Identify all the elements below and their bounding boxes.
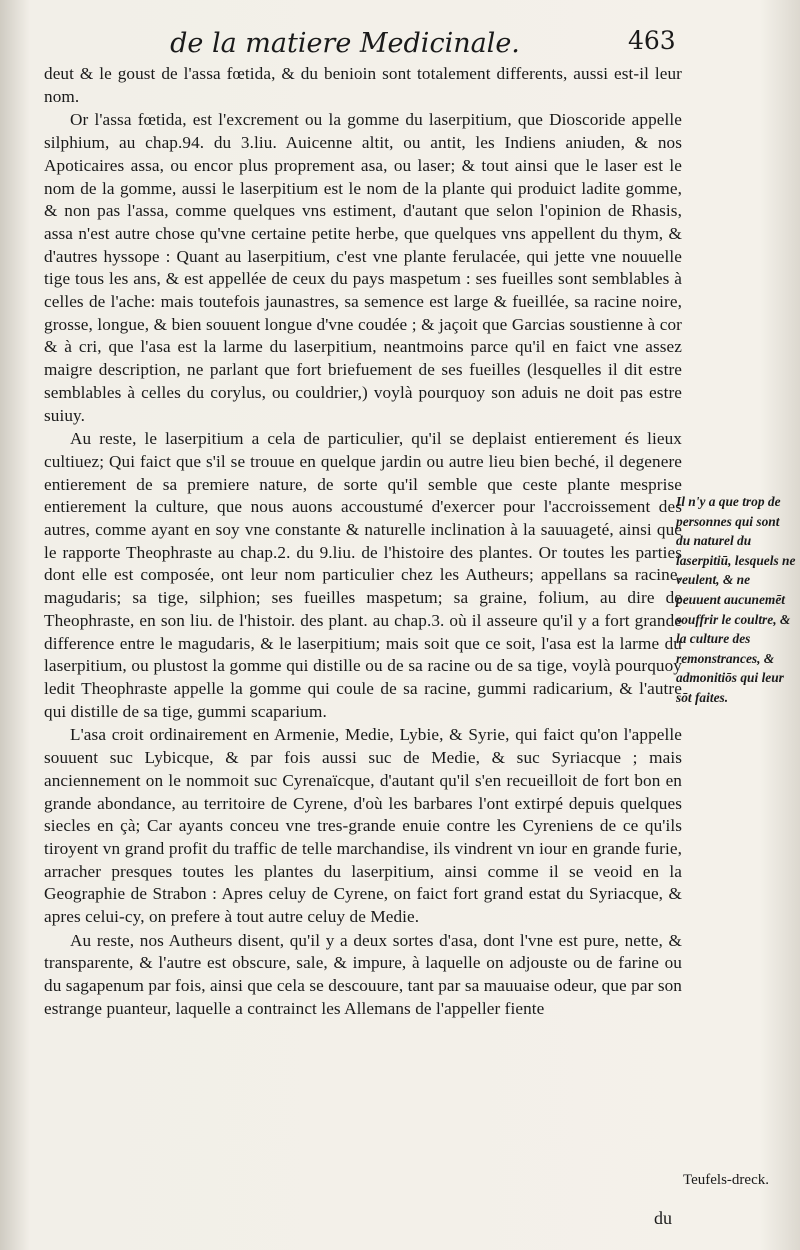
page-number: 463 <box>628 26 676 55</box>
paragraph-2: Or l'assa fœtida, est l'excrement ou la gomme du laserpitium, que Dioscoride appelle silphium, au chap.94. du 3.liu. Auicenne altit, ou antit, les Indiens aniuden, & nos Apoticaires assa, ou encor plus proprement asa, ou laser; & tout ainsi que le laser est le nom de la gomme, aussi le laserpitium est le nom de la plante qui produict ladite gomme, & non pas l'assa, comme quelques vns estiment, d'autant que selon l'opinion de Rhasis, assa n'est autre chose qu'vne certaine petite herbe, que quelques vns appellent du thym, & d'autres hyssope : Quant au laserpitium, c'est vne plante ferulacée, qui jette vne nouuelle tige tous les ans, & est appellée de ceux du pays maspetum : ses fueilles sont semblables à celles de l'ache: mais toutefois jaunastres, sa semence est large & fueillée, sa racine noire, grosse, longue, & bien souuent longue d'vne coudée ; & jaçoit que Garcias soustienne à cor & à cri, que l'asa est la larme du laserpitium, neantmoins parce qu'il en faict vne assez maigre description, ne parlant que fort briefuement de ses fueilles (lesquelles il dit estre semblables à celles du corylus, ou couldrier,) voylà pourquoy son aduis ne doit pas estre suiuy. <box>44 110 682 425</box>
catchword: du <box>654 1208 672 1228</box>
margin-note-laserpitium: Il n'y a que trop de personnes qui sont du naturel du laserpitiū, lesquels ne veulent, & ne peuuent aucunemēt souffrir le coultre, & la culture des remonstrances, & admonitiōs qui leur sōt faites. <box>676 494 796 705</box>
main-text-column <box>44 63 682 1021</box>
running-title: de la matiere Medicinale. <box>170 28 520 59</box>
paragraph-4: L'asa croit ordinairement en Armenie, Medie, Lybie, & Syrie, qui faict qu'on l'appelle souuent suc Lybicque, & par fois aussi suc de Medie, & suc Syriacque ; mais anciennement on le nommoit suc Cyrenaïcque, d'autant qu'il s'en recueilloit de fort bon en grande abondance, au territoire de Cyrene, d'où les barbares l'ont extirpé depuis quelques siecles en çà; Car ayants conceu vne tres-grande enuie contre les Cyreniens de ce qu'ils tiroyent vn grand profit du traffic de telle marchandise, ils vindrent vn iour en grande furie, arracher presques toutes les plantes du laserpitium, ainsi comme il se veoid en la Geographie de Strabon : Apres celuy de Cyrene, on faict fort grand estat du Syriacque, & apres celui-cy, on prefere à tout autre celuy de Medie. <box>44 725 682 927</box>
margin-note-teufelsdreck: Teufels-dreck. <box>683 1172 769 1188</box>
paragraph-5: Au reste, nos Autheurs disent, qu'il y a deux sortes d'asa, dont l'vne est pure, nette, & transparente, & l'autre est obscure, sale, & impure, à laquelle on adjouste ou de farine ou du sagapenum par fois, ainsi que cela se descouure, tant par sa mauuaise odeur, que par son estrange puanteur, laquelle a contrainct les Allemans de l'appeller fiente <box>44 930 682 1018</box>
paragraph-3: Au reste, le laserpitium a cela de particulier, qu'il se deplaist entierement és lieux cultiuez; Qui faict que s'il se trouue en quelque jardin ou autre lieu bien beché, il degenere entierement de sa premiere nature, de sorte qu'il semble que ceste plante mesprise entierement la culture, que nous auons accoustumé d'exercer pour l'accroissement des autres, comme ayant en soy vne constante & naturelle inclination à la sauuageté, ainsi que le rapporte Theophraste au chap.2. du 9.liu. de l'histoire des plantes. Or toutes les parties dont elle est composée, ont leur nom particulier chez les Autheurs; appellans sa racine, magudaris; sa tige, silphion; ses fueilles maspetum; sa graine, folium, au dire de Theophraste, en son liu. de l'histoir. des plant. au chap.3. où il asseure qu'il y a fort grande difference entre le magudaris, & le laserpitium; mais soit que ce soit, l'asa est la larme du laserpitium, ou plustost la gomme qui distille ou de sa racine ou de sa tige, voylà pourquoy ledit Theophraste appelle la gomme qui coule de sa racine, gummi radicarium, & l'autre qui distille de sa tige, gummi scaparium. <box>44 429 682 721</box>
paragraph-1: deut & le goust de l'assa fœtida, & du benioin sont totalement differents, aussi est-il leur nom. <box>44 64 682 106</box>
